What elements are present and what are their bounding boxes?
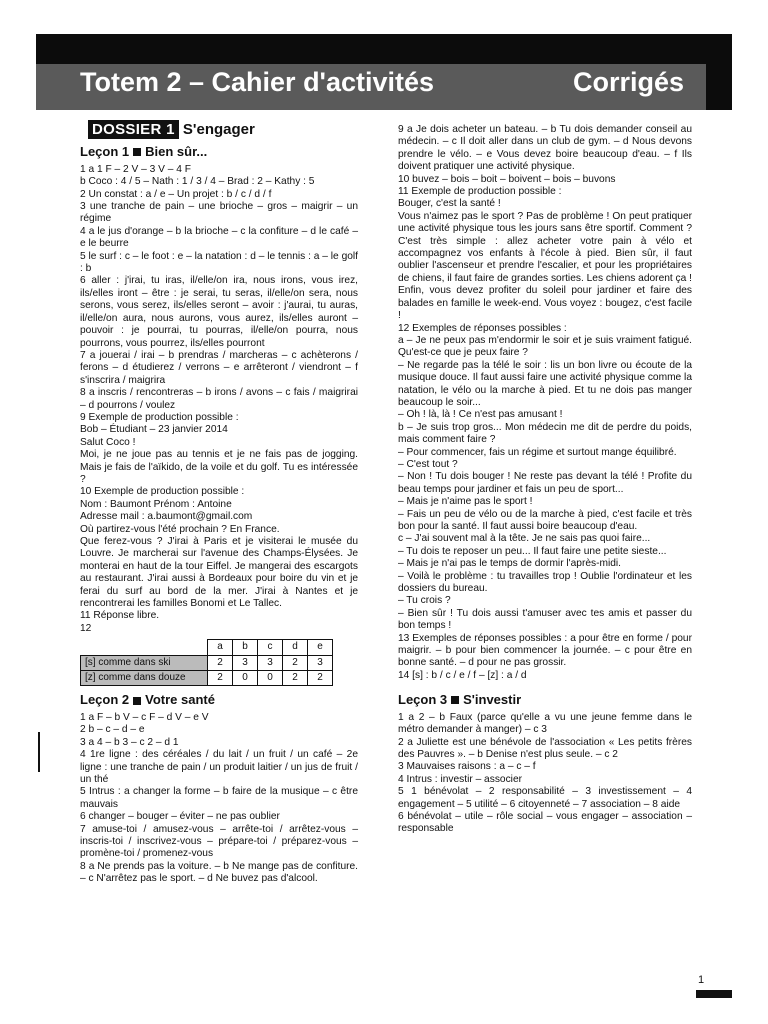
lesson2-answers-cont <box>398 124 692 682</box>
table-cell: 2 <box>208 655 233 670</box>
table-cell: 0 <box>233 671 258 686</box>
lesson-label: Leçon 3 <box>398 692 448 708</box>
answer-line: 7 a jouerai / irai – b prendras / marcheras – c achèterons / ferons – d étudierez / verrons – e arrêteront / viendront – f s'inscrira / maigrira <box>80 349 358 386</box>
answer-line: b – Je suis trop gros... Mon médecin me dit de perdre du poids, mais comment faire ? <box>398 421 692 446</box>
answer-line: 14 [s] : b / c / e / f – [z] : a / d <box>398 669 527 681</box>
answer-line: 6 changer – bouger – éviter – ne pas oublier <box>80 811 280 823</box>
table-cell: 2 <box>308 671 333 686</box>
table-cell: 3 <box>233 655 258 670</box>
answer-line: Adresse mail : a.baumont@gmail.com <box>80 511 253 523</box>
banner-top-bar <box>36 34 732 64</box>
right-column <box>398 124 692 836</box>
table-body <box>81 655 333 686</box>
table-cell: 0 <box>258 671 283 686</box>
answer-line: 4 Intrus : investir – associer <box>398 773 522 785</box>
answer-line: 5 le surf : c – le foot : e – la natation : d – le tennis : a – le golf : b <box>80 250 358 275</box>
answer-line: 11 Exemple de production possible : <box>398 186 562 198</box>
square-bullet-icon <box>133 148 141 156</box>
table-row <box>81 671 333 686</box>
column-header: c <box>258 640 283 655</box>
answer-line: – Bien sûr ! Tu dois aussi t'amuser avec tes amis et passer du bon temps ! <box>398 607 692 632</box>
dossier-title: S'engager <box>182 121 255 138</box>
table-cell: 2 <box>208 671 233 686</box>
answer-line: 7 amuse-toi / amusez-vous – arrête-toi / arrêtez-vous – inscris-toi / inscrivez-vous – prépare-toi / préparez-vous – promène-toi / promenez-vous <box>80 823 358 860</box>
answer-line: 8 a inscris / rencontreras – b irons / avons – c fais / maigrirai – d pourrons / voulez <box>80 387 358 411</box>
answer-line: 1 a 2 – b Faux (parce qu'elle a vu une jeune femme dans le métro demander à manger) – c 3 <box>398 711 692 736</box>
answer-line: 2 b – c – d – e <box>80 724 145 736</box>
answer-line: Salut Coco ! <box>80 436 136 448</box>
lesson1-answers <box>80 164 358 635</box>
lesson2-answers <box>80 712 358 886</box>
dossier-label: DOSSIER 1 <box>88 120 179 139</box>
page-bar <box>696 990 732 998</box>
answer-line: 4 1re ligne : des céréales / du lait / un fruit / un café – 2e ligne : une tranche de pain / un produit laitier / un jus de fruit / un thé <box>80 749 358 785</box>
book-title: Totem 2 – Cahier d'activités <box>80 67 435 97</box>
answer-line: Où partirez-vous l'été prochain ? En France. <box>80 523 280 535</box>
answer-line: 5 Intrus : a changer la forme – b faire de la musique – c être mauvais <box>80 786 358 810</box>
lesson-title: Votre santé <box>145 692 215 708</box>
answer-line: 1 a F – b V – c F – d V – e V <box>80 711 209 723</box>
header-banner <box>36 34 732 110</box>
answer-line: – Fais un peu de vélo ou de la marche à pied, c'est facile et très bon pour la santé. Il faut aussi boire beaucoup d'eau. <box>398 508 692 532</box>
answer-line: 9 Exemple de production possible : <box>80 411 239 423</box>
answer-line: 3 a 4 – b 3 – c 2 – d 1 <box>80 736 179 748</box>
lesson3-answers <box>398 712 692 836</box>
lesson-heading <box>398 694 692 706</box>
answer-line: 6 aller : j'irai, tu iras, il/elle/on ira, nous irons, vous irez, ils/elles iront – être : je serai, tu seras, il/elle/on sera, nous serons, vous serez, ils/elles seront – avoir : j'aurai, tu auras, il/elle/on aura, nous aurons, vous aurez, ils/elles auront – pouvoir : je pourrai, tu pourras, il/elle/on pourra, nous pourrons, vous pourrez, ils/elles pourront <box>80 275 358 349</box>
answer-line: 13 Exemples de réponses possibles : a pour être en forme / pour maigrir. – b pour bien commencer la journée. – c pour être en bonne santé. – d pour ne pas grossir. <box>398 632 692 669</box>
answer-line: c – J'ai souvent mal à la tête. Je ne sais pas quoi faire... <box>398 533 651 545</box>
answer-line: Bouger, c'est la santé ! <box>398 198 501 210</box>
banner-tab <box>706 64 732 110</box>
answer-line: 4 a le jus d'orange – b la brioche – c la confiture – d le café – e le beurre <box>80 225 358 250</box>
dossier-heading <box>88 121 358 138</box>
answer-line: Vous n'aimez pas le sport ? Pas de problème ! On peut pratiquer une activité physique tous les jours sans être sportif. Comment ? C'est très simple : allez acheter votre pain à vélo et accompagnez vos enfants à l'école à pied. Bien sûr, il faut oublier l'ascenseur et prendre l'escalier, et pour les propriétaires de chiens, il faut faire de grandes sorties. Les chiens adorent ça ! Enfin, vous devez profiter du soleil pour jardiner et faire des balades en famille le week-end. Vous voyez : bougez, c'est facile ! <box>398 210 692 322</box>
answer-line: a – Je ne peux pas m'endormir le soir et je suis vraiment fatigué. Qu'est-ce que je peux faire ? <box>398 334 692 359</box>
table-cell: 2 <box>283 655 308 670</box>
lesson-label: Leçon 1 <box>80 144 130 160</box>
answer-line: – Mais je n'ai pas le temps de dormir l'après-midi. <box>398 558 622 570</box>
answer-line: – Voilà le problème : tu travailles trop ! Oublie l'ordinateur et les dossiers du bureau. <box>398 570 692 595</box>
answer-line: – Non ! Tu dois bouger ! Ne reste pas devant la télé ! Profite du beau temps pour jardiner et fais un peu de sport... <box>398 471 692 495</box>
answer-line: – Tu crois ? <box>398 595 451 607</box>
answer-line: 8 a Ne prends pas la voiture. – b Ne mange pas de confiture. – c N'arrêtez pas le sport. – d Ne buvez pas d'alcool. <box>80 860 358 885</box>
answer-line: 10 buvez – bois – boit – boivent – bois – buvons <box>398 173 616 185</box>
answer-line: 5 1 bénévolat – 2 responsabilité – 3 investissement – 4 engagement – 5 utilité – 6 citoyenneté – 7 association – 8 aide <box>398 786 692 810</box>
answer-line: – Tu dois te reposer un peu... Il faut faire une petite sieste... <box>398 545 667 557</box>
column-header: d <box>283 640 308 655</box>
answer-line: – C'est tout ? <box>398 458 458 470</box>
row-label: [z] comme dans douze <box>81 671 208 686</box>
table-cell: 3 <box>308 655 333 670</box>
column-header: e <box>308 640 333 655</box>
lesson-label: Leçon 2 <box>80 692 130 708</box>
row-label: [s] comme dans ski <box>81 655 208 670</box>
answer-line: 12 Exemples de réponses possibles : <box>398 322 567 334</box>
table-row <box>81 655 333 670</box>
lesson-title: S'investir <box>463 692 522 708</box>
answer-line: 2 Un constat : a / e – Un projet : b / c / d / f <box>80 188 272 200</box>
lesson-title: Bien sûr... <box>145 144 208 160</box>
answer-line: 3 une tranche de pain – une brioche – gros – maigrir – un régime <box>80 201 358 225</box>
banner-main <box>36 64 732 110</box>
answer-line: 11 Réponse libre. <box>80 610 160 622</box>
section-title: Corrigés <box>572 67 684 97</box>
answer-line: – Pour commencer, fais un régime et surtout mange équilibré. <box>398 446 677 458</box>
lesson-heading <box>80 146 358 158</box>
lesson-heading <box>80 694 358 706</box>
answer-line: Que ferez-vous ? J'irai à Paris et je visiterai le musée du Louvre. Je marcherai sur l'avenue des Champs-Élysées. Je monterai en haut de la tour Eiffel. Je mangerai des escargots au restaurant. J'irai aussi à Bordeaux pour boire du vin et je ferai du surf au bord de la mer. J'irai à Nantes et je rencontrerai les familles Bonomi et Le Tallec. <box>80 536 358 610</box>
answer-line: Bob – Étudiant – 23 janvier 2014 <box>80 424 228 436</box>
answer-line: – Mais je n'aime pas le sport ! <box>398 496 533 508</box>
answer-line: 9 a Je dois acheter un bateau. – b Tu dois demander conseil au médecin. – c Il doit aller dans un club de gym. – d Nous devons prendre le vélo. – e Vous devez boire beaucoup d'eau. – f Ils doivent pratiquer une activité physique. <box>398 124 692 173</box>
exercise-12-table <box>80 639 333 686</box>
margin-mark <box>38 732 40 772</box>
table-cell: 3 <box>258 655 283 670</box>
page-number: 1 <box>698 974 705 986</box>
answer-line: Moi, je ne joue pas au tennis et je ne fais pas de jogging. Mais je fais de l'aïkido, de la voile et du golf. Tu es intéressée ? <box>80 449 358 485</box>
answer-line: 12 <box>80 622 92 634</box>
square-bullet-icon <box>451 696 459 704</box>
answer-line: b Coco : 4 / 5 – Nath : 1 / 3 / 4 – Brad : 2 – Kathy : 5 <box>80 176 315 188</box>
answer-line: 3 Mauvaises raisons : a – c – f <box>398 761 536 773</box>
column-header: b <box>233 640 258 655</box>
answer-line: 10 Exemple de production possible : <box>80 486 245 498</box>
square-bullet-icon <box>133 697 141 705</box>
answer-line: – Oh ! là, là ! Ce n'est pas amusant ! <box>398 409 563 421</box>
answer-line: 6 bénévolat – utile – rôle social – vous engager – association – responsable <box>398 810 692 835</box>
left-column <box>80 121 358 886</box>
table-header-row <box>81 640 333 655</box>
answer-line: Nom : Baumont Prénom : Antoine <box>80 498 232 510</box>
answer-line: – Ne regarde pas la télé le soir : lis un bon livre ou écoute de la musique douce. Il faut aussi faire une activité physique comme la natation, le vélo ou la marche à pied. Et tu ne dois pas manger beaucoup le soir... <box>398 359 692 408</box>
answer-line: 1 a 1 F – 2 V – 3 V – 4 F <box>80 163 191 175</box>
answer-line: 2 a Juliette est une bénévole de l'association « Les petits frères des Pauvres ». – b Denise n'est plus seule. – c 2 <box>398 736 692 760</box>
table-cell: 2 <box>283 671 308 686</box>
column-header: a <box>208 640 233 655</box>
